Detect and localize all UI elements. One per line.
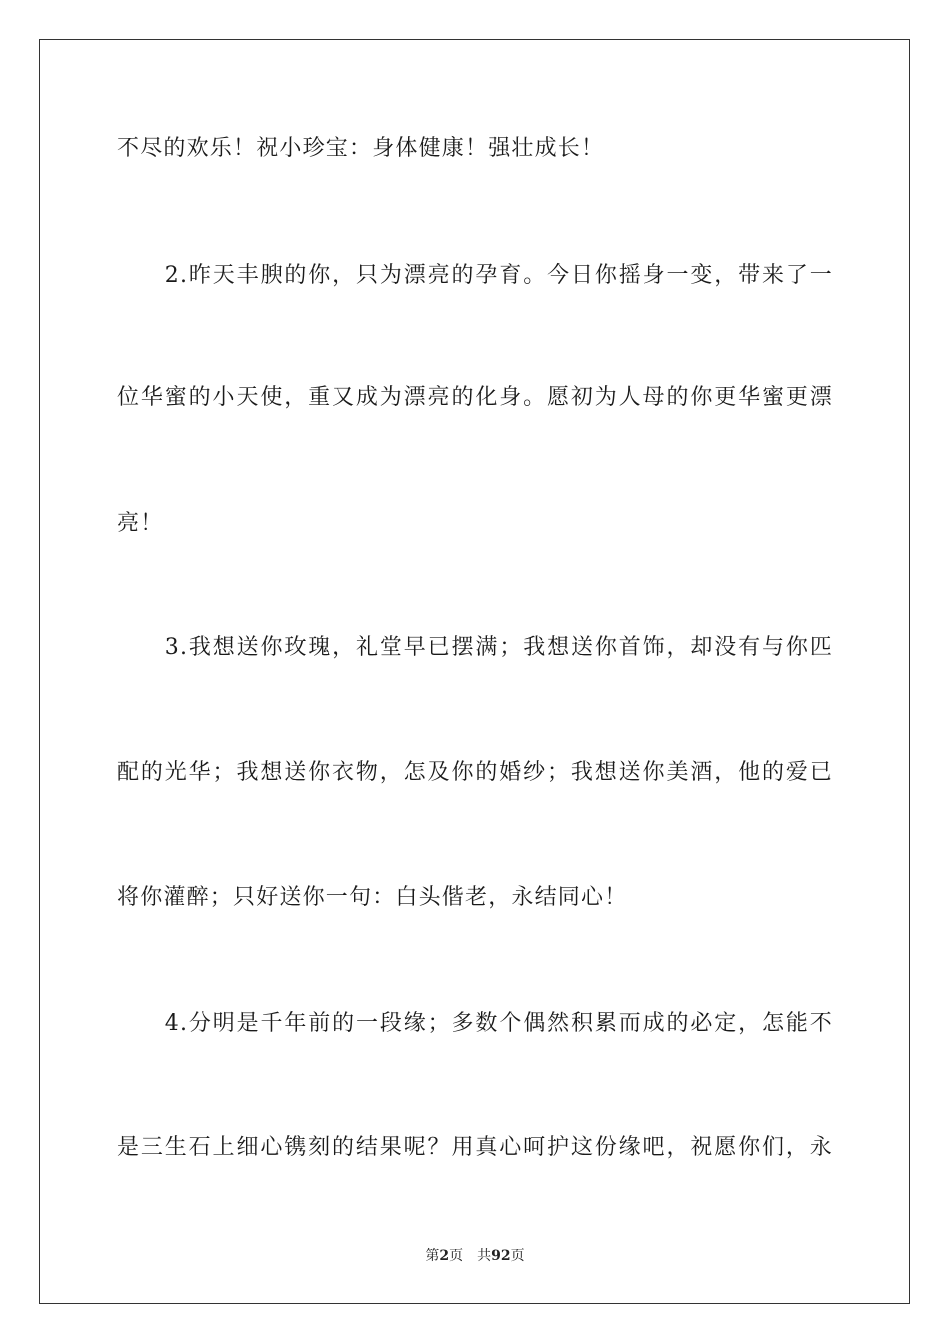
page-footer: [0, 1247, 950, 1265]
total-suffix: 页: [510, 1248, 525, 1264]
text-line-9: 是三生石上细心镌刻的结果呢？用真心呵护这份缘吧，祝愿你们，永: [117, 1135, 833, 1160]
page-number: 2: [439, 1248, 450, 1264]
page-suffix: 页: [449, 1248, 464, 1264]
text-line-2: 2.昨天丰腴的你，只为漂亮的孕育。今日你摇身一变，带来了一: [117, 263, 833, 288]
text-line-7: 将你灌醉；只好送你一句：白头偕老，永结同心！: [117, 885, 628, 910]
text-line-4: 亮！: [117, 511, 164, 536]
text-line-1: 不尽的欢乐！祝小珍宝：身体健康！强壮成长！: [117, 136, 605, 161]
total-pages: 92: [491, 1248, 511, 1264]
page-border: [39, 39, 910, 1304]
text-line-3: 位华蜜的小天使，重又成为漂亮的化身。愿初为人母的你更华蜜更漂: [117, 385, 833, 410]
page-prefix: 第: [425, 1248, 440, 1264]
total-prefix: 共: [477, 1248, 492, 1264]
text-line-5: 3.我想送你玫瑰，礼堂早已摆满；我想送你首饰，却没有与你匹: [117, 635, 833, 660]
text-line-8: 4.分明是千年前的一段缘；多数个偶然积累而成的必定，怎能不: [117, 1011, 833, 1036]
text-line-6: 配的光华；我想送你衣物，怎及你的婚纱；我想送你美酒，他的爱已: [117, 760, 833, 785]
